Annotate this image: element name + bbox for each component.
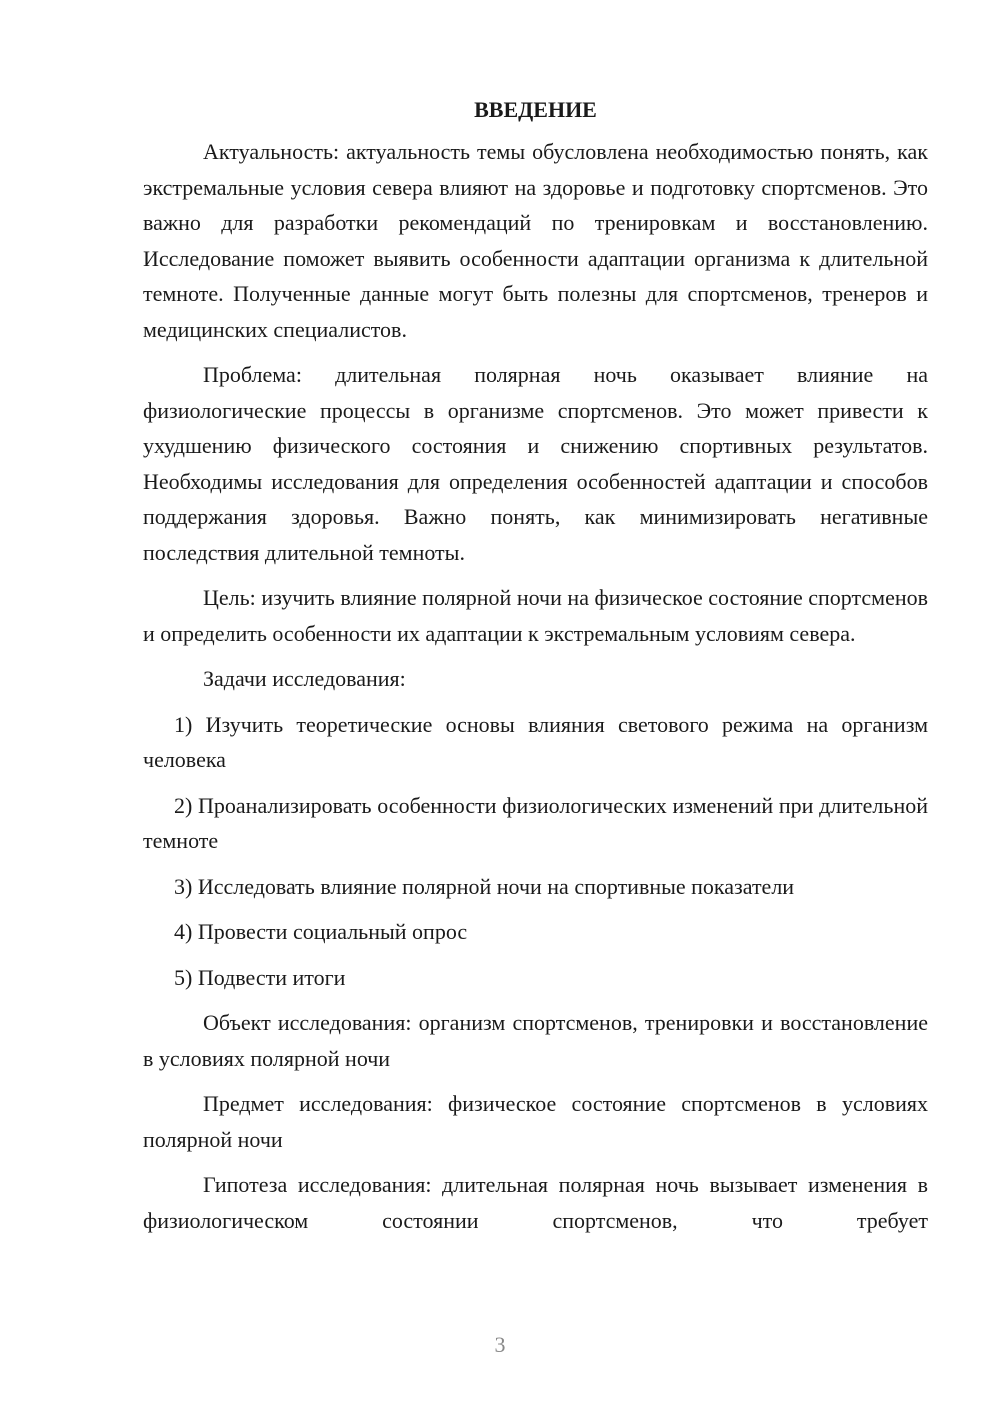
- goal-paragraph: Цель: изучить влияние полярной ночи на физическое состояние спортсменов и определить особенности их адаптации к экстремальным условиям севера.: [143, 585, 928, 646]
- object-paragraph: Объект исследования: организм спортсменов, тренировки и восстановление в условиях полярной ночи: [143, 1010, 928, 1071]
- task-item-2: 2) Проанализировать особенности физиологических изменений при длительной темноте: [143, 792, 928, 853]
- section-title: ВВЕДЕНИЕ: [474, 97, 597, 122]
- document-page: [143, 92, 928, 1238]
- hypothesis-paragraph: Гипотеза исследования: длительная полярная ночь вызывает изменения в физиологическом состоянии спортсменов, что требует: [143, 1172, 928, 1233]
- task-item-3: 3) Исследовать влияние полярной ночи на спортивные показатели: [174, 873, 795, 899]
- page-number: 3: [494, 1332, 506, 1357]
- task-item-5: 5) Подвести итоги: [174, 964, 346, 990]
- tasks-heading: Задачи исследования:: [203, 666, 406, 691]
- relevance-paragraph: Актуальность: актуальность темы обусловлена необходимостью понять, как экстремальные условия севера влияют на здоровье и подготовку спортсменов. Это важно для разработки рекомендаций по тренировкам и восстановлению. Исследование поможет выявить особенности адаптации организма к длительной темноте. Полученные данные могут быть полезны для спортсменов, тренеров и медицинских специалистов.: [143, 139, 928, 342]
- problem-paragraph: Проблема: длительная полярная ночь оказывает влияние на физиологические процессы в организме спортсменов. Это может привести к ухудшению физического состояния и снижению спортивных результатов. Необходимы исследования для определения особенностей адаптации и способов поддержания здоровья. Важно понять, как минимизировать негативные последствия длительной темноты.: [143, 362, 928, 565]
- subject-paragraph: Предмет исследования: физическое состояние спортсменов в условиях полярной ночи: [143, 1091, 928, 1152]
- task-item-4: 4) Провести социальный опрос: [174, 919, 468, 944]
- task-item-1: 1) Изучить теоретические основы влияния светового режима на организм человека: [143, 711, 928, 772]
